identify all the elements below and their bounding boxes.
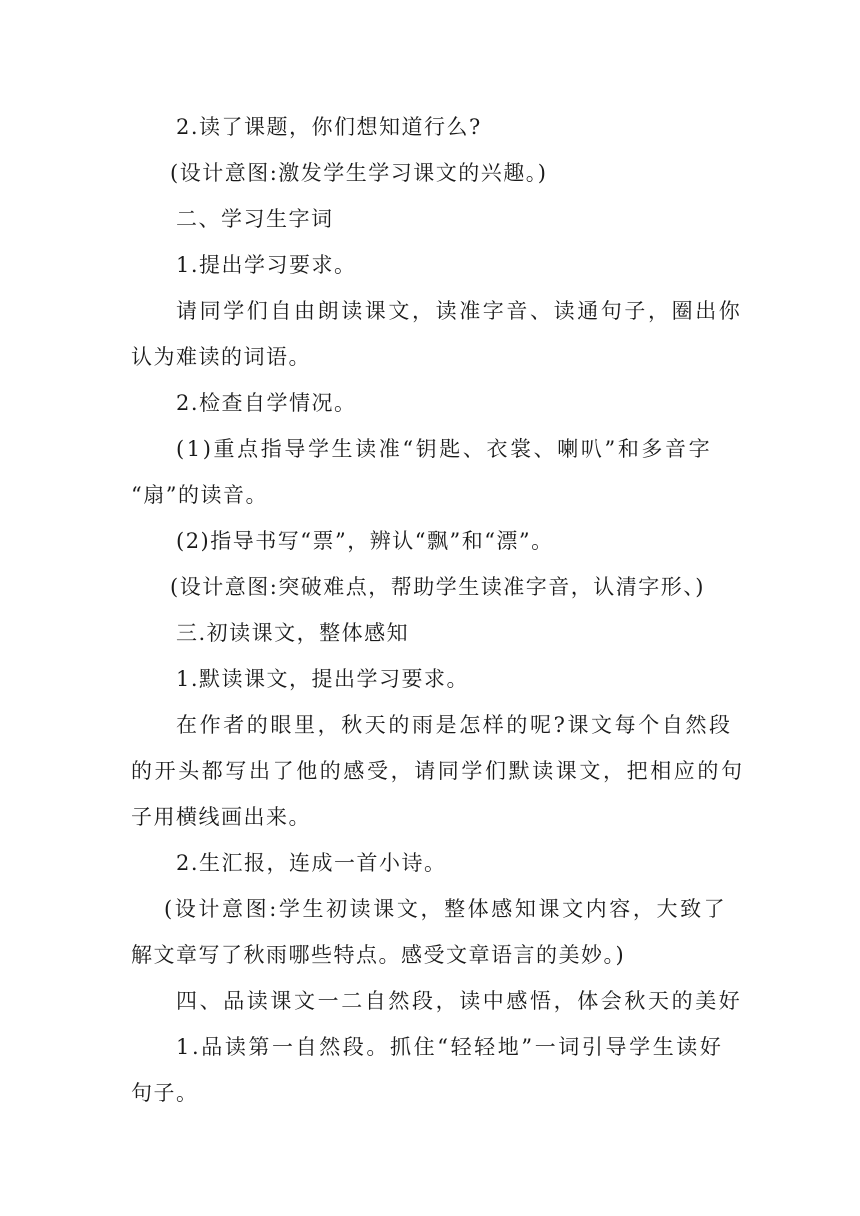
text-line: 1.默读课文，提出学习要求。 bbox=[176, 667, 470, 691]
paragraph-line: 子用横线画出来。 bbox=[131, 805, 311, 829]
text-line: (2)指导书写“票”，辨认“飘”和“漂”。 bbox=[176, 529, 554, 553]
design-intent-note: 解文章写了秋雨哪些特点。感受文章语言的美妙。) bbox=[131, 943, 626, 967]
paragraph-line: (1)重点指导学生读准“钥匙、衣裳、喇叭”和多音字 bbox=[176, 437, 713, 461]
design-intent-note: (设计意图:激发学生学习课文的兴趣。) bbox=[170, 161, 548, 185]
paragraph-line: 的开头都写出了他的感受，请同学们默读课文，把相应的句 bbox=[131, 759, 745, 783]
section-heading: 四、品读课文一二自然段，读中感悟，体会秋天的美好 bbox=[176, 989, 743, 1013]
section-heading: 二、学习生字词 bbox=[176, 207, 334, 231]
text-line: 2.检查自学情况。 bbox=[176, 391, 357, 415]
text-line: 2.生汇报，连成一首小诗。 bbox=[176, 851, 447, 875]
paragraph-line: 认为难读的词语。 bbox=[131, 345, 311, 369]
design-intent-note: (设计意图:突破难点，帮助学生读准字音，认清字形、) bbox=[170, 575, 705, 599]
design-intent-note: (设计意图:学生初读课文，整体感知课文内容，大致了 bbox=[164, 897, 728, 921]
paragraph-line: 1.品读第一自然段。抓住“轻轻地”一词引导学生读好 bbox=[176, 1035, 724, 1059]
paragraph-line: 在作者的眼里，秋天的雨是怎样的呢?课文每个自然段 bbox=[176, 713, 733, 737]
paragraph-line: 句子。 bbox=[131, 1081, 199, 1105]
paragraph-line: “扇”的读音。 bbox=[131, 483, 268, 507]
section-heading: 三.初读课文，整体感知 bbox=[176, 621, 410, 645]
text-line: 1.提出学习要求。 bbox=[176, 253, 357, 277]
text-line: 2.读了课题，你们想知道行么? bbox=[176, 115, 482, 139]
paragraph-line: 请同学们自由朗读课文，读准字音、读通句子，圈出你 bbox=[176, 299, 743, 323]
